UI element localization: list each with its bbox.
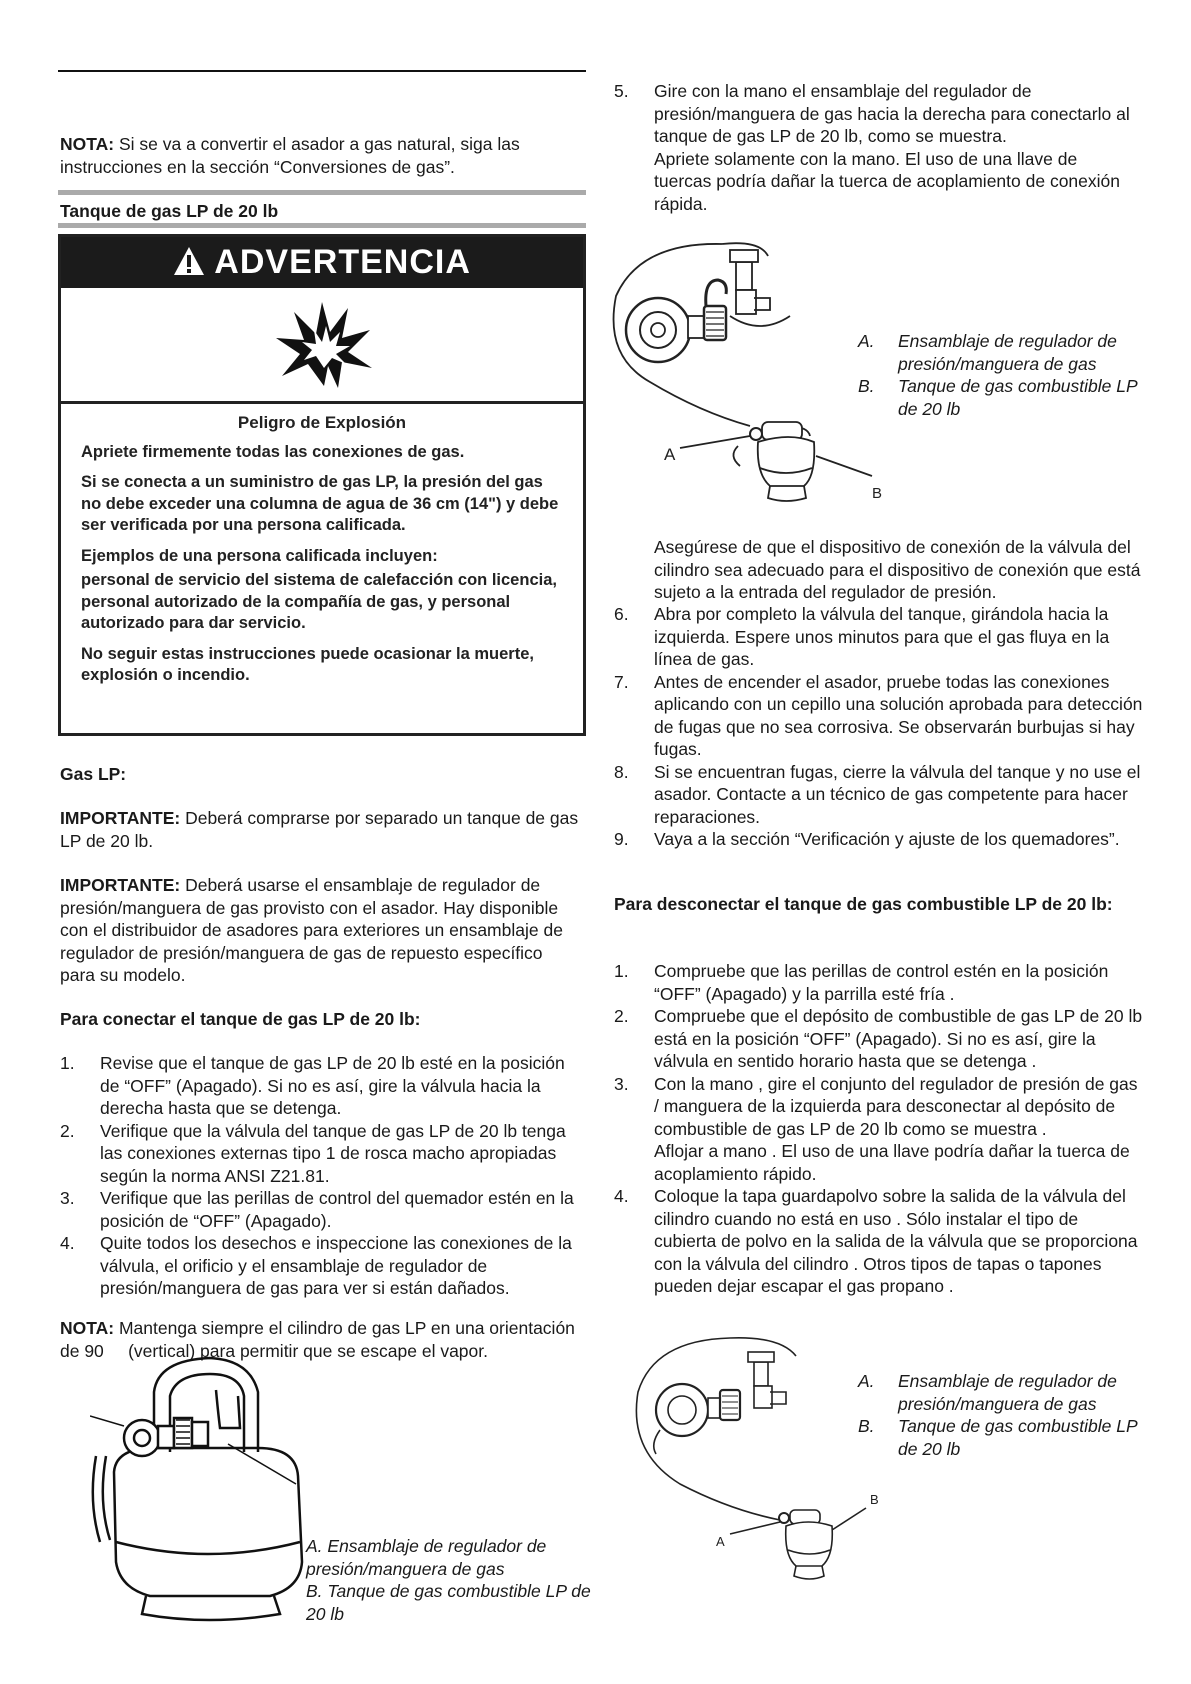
lp-tank-closeup-figure bbox=[90, 1352, 330, 1624]
top-rule bbox=[58, 70, 586, 72]
connect-steps bbox=[60, 1052, 580, 1300]
gas-lp-heading: Gas LP: bbox=[60, 764, 127, 784]
figure-2-legend: A. Ensamblaje de regulador de presión/manguera de gas B. Tanque de gas combustible LP de 20 lb bbox=[858, 1371, 1138, 1459]
nota-conversion: NOTA: Si se va a convertir el asador a gas natural, siga las instrucciones en la sección “Conversiones de gas”. bbox=[60, 134, 520, 177]
list-item: 2. Compruebe que el depósito de combustible de gas LP de 20 lb está en la posición “OFF” (Apagado). Si no es así, gire la válvula en sentido horario hasta que se detenga . bbox=[614, 1006, 1143, 1071]
figure-2-label-b: B bbox=[870, 1492, 879, 1507]
list-item: 9. Vaya a la sección “Verificación y ajuste de los quemadores”. bbox=[614, 829, 1120, 849]
figure-2-label-a: A bbox=[716, 1534, 725, 1549]
list-item: 6. Abra por completo la válvula del tanque, girándola hacia la izquierda. Espere unos minutos para que el gas fluya en la línea de gas. bbox=[614, 604, 1110, 669]
list-item: 4. Quite todos los desechos e inspeccione las conexiones de la válvula, el orificio y el ensamblaje de regulador de presión/manguera de gas para ver si están dañados. bbox=[60, 1233, 572, 1298]
disconnect-steps bbox=[614, 960, 1144, 1298]
figure-1-legend: A. Ensamblaje de regulador de presión/manguera de gas B. Tanque de gas combustible LP de 20 lb bbox=[858, 331, 1138, 419]
list-item: 5. Gire con la mano el ensamblaje del regulador de presión/manguera de gas hacia la derecha para conectarlo al tanque de gas LP de 20 lb, como se muestra. Apriete solamente con la mano. El uso de una llave de tuercas podría dañar la tuerca de acoplamiento de conexión rápida. bbox=[614, 81, 1130, 214]
list-item: 7. Antes de encender el asador, pruebe todas las conexiones aplicando con un cepillo una solución aprobada para detección de fugas que no sea corrosiva. Se observarán burbujas si hay fugas. bbox=[614, 671, 1143, 759]
section-rule-top bbox=[58, 190, 586, 195]
assure-text: Asegúrese de que el dispositivo de conexión de la válvula del cilindro sea adecuado para el dispositivo de conexión que está sujeto a la entrada del regulador de presión. bbox=[654, 537, 1141, 602]
list-item: 4. Coloque la tapa guardapolvo sobre la salida de la válvula del cilindro cuando no está en uso . Sólo instalar el tipo de cubierta de polvo en la salida de la válvula que se proporciona con la válvula del cilindro . Otros tipos de tapas o tapones pueden dejar escapar el gas propano . bbox=[614, 1186, 1138, 1296]
disconnect-heading: Para desconectar el tanque de gas combustible LP de 20 lb: bbox=[614, 894, 1113, 914]
nota-vertical: NOTA: Mantenga siempre el cilindro de gas LP en una orientación de 90 (vertical) para permitir que se escape el vapor. bbox=[60, 1318, 580, 1361]
step-5 bbox=[614, 80, 1134, 215]
section-rule-bottom bbox=[58, 223, 586, 228]
list-item: 1. Compruebe que las perillas de control estén en la posición “OFF” (Apagado) y la parrilla esté fría . bbox=[614, 961, 1109, 1004]
steps-6-to-9 bbox=[614, 603, 1144, 851]
explosion-icon bbox=[264, 294, 384, 394]
importante-2: IMPORTANTE: Deberá usarse el ensamblaje de regulador de presión/manguera de gas provisto con el asador. Hay disponible con el distribuidor de asadores para exteriores un ensamblaje de regulador de presión/manguera de gas de repuesto específico para su modelo. bbox=[60, 875, 563, 985]
list-item: 2. Verifique que la válvula del tanque de gas LP de 20 lb tenga las conexiones externas tipo 1 de rosca macho apropiadas según la norma ANSI Z21.81. bbox=[60, 1120, 566, 1186]
section-title: Tanque de gas LP de 20 lb bbox=[60, 201, 279, 221]
list-item: 8. Si se encuentran fugas, cierre la válvula del tanque y no use el asador. Contacte a un técnico de gas competente para hacer reparaciones. bbox=[614, 761, 1141, 827]
warning-body: Peligro de Explosión Apriete firmemente todas las conexiones de gas. Si se conecta a un suministro de gas LP, la presión del gas no debe exceder una columna de agua de 36 cm (14") y debe ser verificada por una persona calificada. Ejemplos de una persona calificada incluyen: personal de servicio del sistema de calefacción con licencia, personal autorizado de la compañía de gas, y personal autorizado para dar servicio. No seguir estas instrucciones puede ocasionar la muerte, explosión o incendio. bbox=[81, 413, 559, 684]
importante-1: IMPORTANTE: Deberá comprarse por separado un tanque de gas LP de 20 lb. bbox=[60, 808, 579, 851]
warning-box bbox=[58, 234, 586, 736]
left-figure-caption: A. Ensamblaje de regulador de presión/manguera de gas B. Tanque de gas combustible LP de 20 lb bbox=[306, 1536, 591, 1624]
figure-label-a: A bbox=[664, 445, 676, 464]
warning-header: ADVERTENCIA bbox=[61, 237, 583, 288]
figure-label-b: B bbox=[872, 485, 883, 502]
list-item: 3. Verifique que las perillas de control del quemador estén en la posición de “OFF” (Apagado). bbox=[60, 1188, 574, 1231]
connect-heading: Para conectar el tanque de gas LP de 20 lb: bbox=[60, 1009, 421, 1029]
explosion-icon-area bbox=[61, 288, 583, 404]
warning-triangle-icon bbox=[173, 243, 214, 281]
list-item: 1. Revise que el tanque de gas LP de 20 lb esté en la posición de “OFF” (Apagado). Si no es así, gire la válvula hacia la derecha hasta que se detenga. bbox=[60, 1053, 565, 1118]
list-item: 3. Con la mano , gire el conjunto del regulador de presión de gas / manguera de la izquierda para desconectar al depósito de combustible de gas LP de 20 lb como se muestra . Aflojar a mano . El uso de una llave podría dañar la tuerca de acoplamiento rápido. bbox=[614, 1073, 1138, 1184]
